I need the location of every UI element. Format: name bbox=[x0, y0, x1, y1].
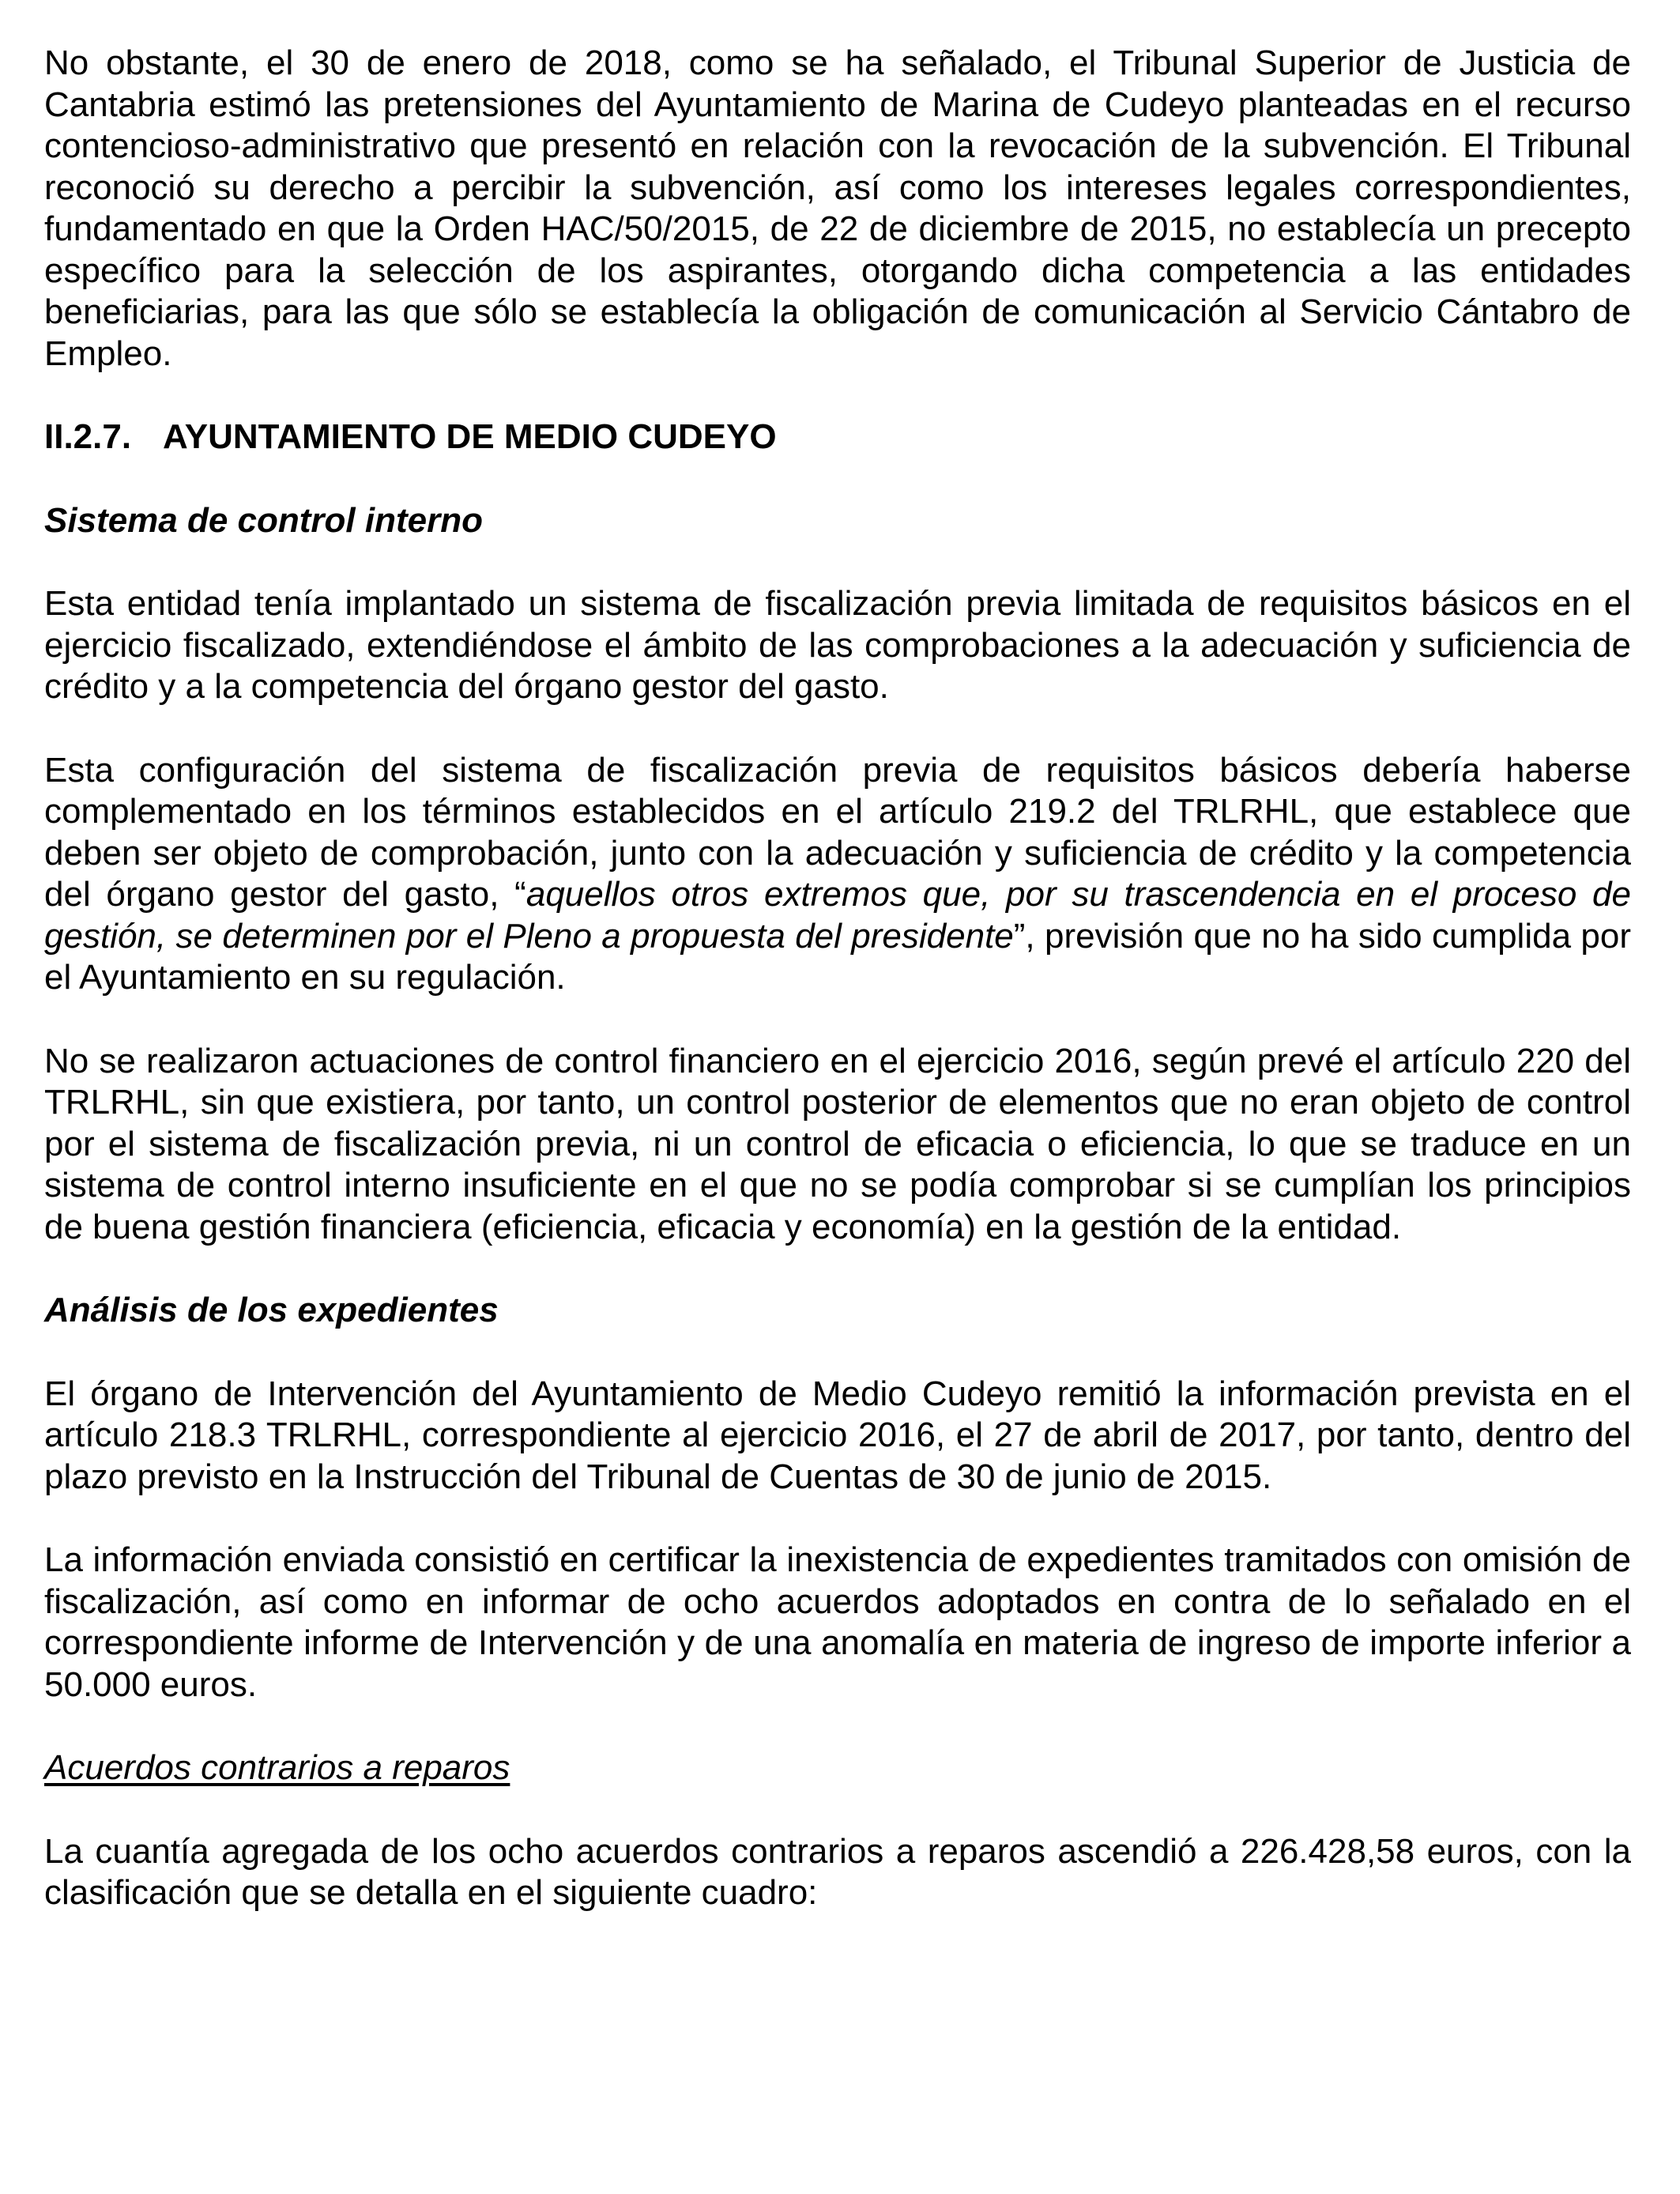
spacer bbox=[44, 708, 1631, 750]
paragraph-text: Esta configuración del sistema de fiscalización previa de requisitos básicos debería haberse complementado en los términos establecidos en el artículo 219.2 del TRLRHL, que establece que deben ser objeto de comprobación, junto con la adecuación y suficiencia de crédito y la competencia del órgano gestor del gasto, “ bbox=[44, 750, 1631, 914]
spacer bbox=[44, 1706, 1631, 1747]
spacer bbox=[44, 1248, 1631, 1290]
spacer bbox=[44, 1789, 1631, 1831]
subheading-acuerdos-contrarios: Acuerdos contrarios a reparos bbox=[44, 1748, 510, 1787]
subheading-control-interno: Sistema de control interno bbox=[44, 500, 483, 540]
spacer bbox=[44, 1332, 1631, 1374]
paragraph-fiscalizacion-previa: Esta entidad tenía implantado un sistema de fiscalización previa limitada de requisitos básicos en el ejercicio fiscalizado, extendiéndose el ámbito de las comprobaciones a la adecuación y suficiencia de crédito y a la competencia del órgano gestor del gasto. bbox=[44, 584, 1631, 706]
document-page bbox=[44, 43, 1631, 1914]
spacer bbox=[44, 999, 1631, 1041]
paragraph-tribunal-cantabria: No obstante, el 30 de enero de 2018, como se ha señalado, el Tribunal Superior de Justicia de Cantabria estimó las pretensiones del Ayuntamiento de Marina de Cudeyo planteadas en el recurso contencioso-administrativo que presentó en relación con la revocación de la subvención. El Tribunal reconoció su derecho a percibir la subvención, así como los intereses legales correspondientes, fundamentado en que la Orden HAC/50/2015, de 22 de diciembre de 2015, no establecía un precepto específico para la selección de los aspirantes, otorgando dicha competencia a las entidades beneficiarias, para las que sólo se establecía la obligación de comunicación al Servicio Cántabro de Empleo. bbox=[44, 43, 1631, 373]
spacer bbox=[44, 458, 1631, 500]
spacer bbox=[44, 541, 1631, 583]
subheading-analisis-expedientes: Análisis de los expedientes bbox=[44, 1291, 499, 1329]
paragraph-text: ”, previsión que no ha sido cumplida por el Ayuntamiento en su regulación. bbox=[44, 916, 1631, 997]
paragraph-control-financiero: No se realizaron actuaciones de control financiero en el ejercicio 2016, según prevé el artículo 220 del TRLRHL, sin que existiera, por tanto, un control posterior de elementos que no eran objeto de control por el sistema de fiscalización previa, ni un control de eficacia o eficiencia, lo que se traduce en un sistema de control interno insuficiente en el que no se podía comprobar si se cumplían los principios de buena gestión financiera (eficiencia, eficacia y economía) en la gestión de la entidad. bbox=[44, 1041, 1631, 1246]
section-heading bbox=[44, 417, 1631, 458]
paragraph-informacion-enviada: La información enviada consistió en certificar la inexistencia de expedientes tramitados con omisión de fiscalización, así como en informar de ocho acuerdos adoptados en contra de lo señalado en el correspondiente informe de Intervención y de una anomalía en materia de ingreso de importe inferior a 50.000 euros. bbox=[44, 1540, 1631, 1704]
quoted-text: aquellos otros extremos que, por su trascendencia en el proceso de gestión, se determinen por el Pleno a propuesta del presidente bbox=[44, 875, 1631, 956]
section-number: II.2.7. bbox=[44, 417, 132, 456]
spacer bbox=[44, 1498, 1631, 1540]
paragraph-organo-intervencion: El órgano de Intervención del Ayuntamiento de Medio Cudeyo remitió la información prevista en el artículo 218.3 TRLRHL, correspondiente al ejercicio 2016, el 27 de abril de 2017, por tanto, dentro del plazo previsto en la Instrucción del Tribunal de Cuentas de 30 de junio de 2015. bbox=[44, 1374, 1631, 1496]
paragraph-cuantia-agregada: La cuantía agregada de los ocho acuerdos contrarios a reparos ascendió a 226.428,58 euros, con la clasificación que se detalla en el siguiente cuadro: bbox=[44, 1831, 1631, 1912]
section-title: AYUNTAMIENTO DE MEDIO CUDEYO bbox=[163, 417, 777, 456]
paragraph-configuracion-sistema bbox=[44, 750, 1631, 999]
spacer bbox=[44, 375, 1631, 417]
